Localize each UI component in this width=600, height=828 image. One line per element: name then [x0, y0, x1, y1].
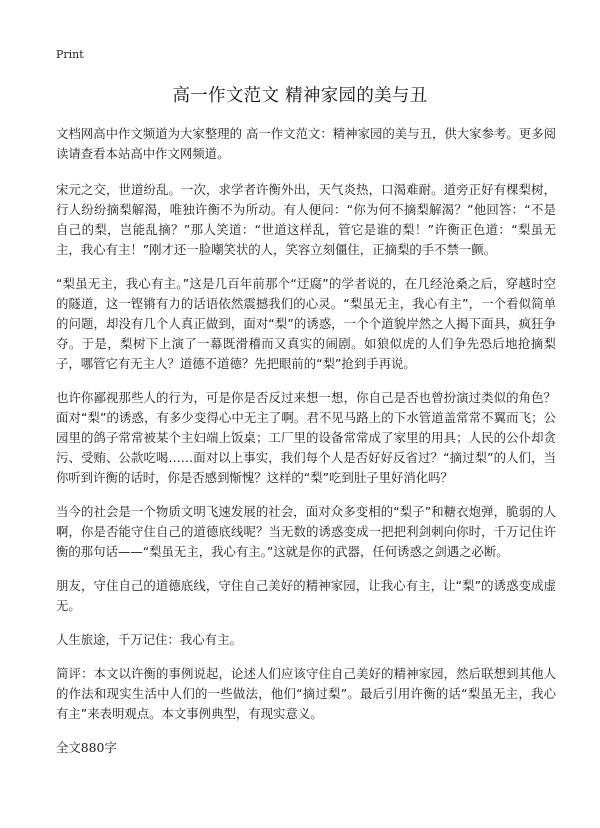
body-paragraph-6: 人生旅途，千万记住：我心有主。	[56, 632, 242, 647]
document-title: 高一作文范文 精神家园的美与丑	[172, 86, 428, 106]
body-paragraph-1: 宋元之交，世道纷乱。一次，求学者许衡外出，天气炎热，口渴难耐。道旁正好有棵梨树，行人纷纷摘梨解渴，唯独许衡不为所动。有人便问：“你为何不摘梨解渴？”他回答：“不是自己的梨，岂能乱摘？”那人笑道：“世道这样乱，管它是谁的梨！”许衡正色道：“梨虽无主，我心有主！”刚才还一脸嘲笑状的人，笑容立刻僵住，正摘梨的手不禁一颤。	[56, 182, 556, 257]
body-paragraph-4: 当今的社会是一个物质文明飞速发展的社会，面对众多变相的“梨子”和糖衣炮弹，脆弱的人啊，你是否能守住自己的道德底线呢？当无数的诱惑变成一把把利剑刺向你时，千万记住许衡的那句话——“梨虽无主，我心有主。”这就是你的武器，任何诱惑之剑遇之必断。	[56, 504, 556, 559]
body-paragraph-5: 朋友，守住自己的道德底线，守住自己美好的精神家园，让我心有主，让“梨”的诱惑变成虚无。	[56, 578, 556, 613]
word-count	[56, 738, 556, 758]
body-paragraph-2: “梨虽无主，我心有主。”这是几百年前那个“迂腐”的学者说的，在几经沧桑之后，穿越时空的隧道，这一铿锵有力的话语依然震撼我们的心灵。“梨虽无主，我心有主”，一个看似简单的问题，却没有几个人真正做到，面对“梨”的诱惑，一个个道貌岸然之人揭下面具，疯狂争夺。于是，梨树下上演了一幕既滑稽而又真实的闹剧。如狼似虎的人们争先恐后地抢摘梨子，哪管它有无主人？道德不道德？先把眼前的“梨”抢到手再说。	[56, 276, 556, 371]
intro-paragraph: 文档网高中作文频道为大家整理的 高一作文范文：精神家园的美与丑，供大家参考。更多阅读请查看本站高中作文网频道。	[56, 126, 556, 161]
word-count-suffix: 字	[104, 740, 117, 755]
word-count-number: 880	[80, 740, 105, 755]
print-link[interactable]: Print	[56, 48, 84, 61]
document-body	[56, 124, 556, 758]
word-count-prefix: 全文	[56, 740, 81, 755]
body-paragraph-3: 也许你鄙视那些人的行为，可是你是否反过来想一想，你自己是否也曾扮演过类似的角色？面对“梨”的诱惑，有多少变得心中无主了啊。君不见马路上的下水管道盖常常不翼而飞；公园里的鸽子常常被某个主妇端上饭桌；工厂里的设备常常成了家里的用具；人民的公仆却贪污、受贿、公款吃喝……面对以上事实，我们每个人是否好好反省过？“摘过梨”的人们，当你听到许衡的话时，你是否感到惭愧？这样的“梨”吃到肚子里好消化吗？	[56, 390, 556, 485]
comment-paragraph: 简评：本文以许衡的事例说起，论述人们应该守住自己美好的精神家园，然后联想到其他人的作法和现实生活中人们的一些做法，他们“摘过梨”。最后引用许衡的话“梨虽无主，我心有主”来表明观点。本文事例典型，有现实意义。	[56, 666, 556, 721]
